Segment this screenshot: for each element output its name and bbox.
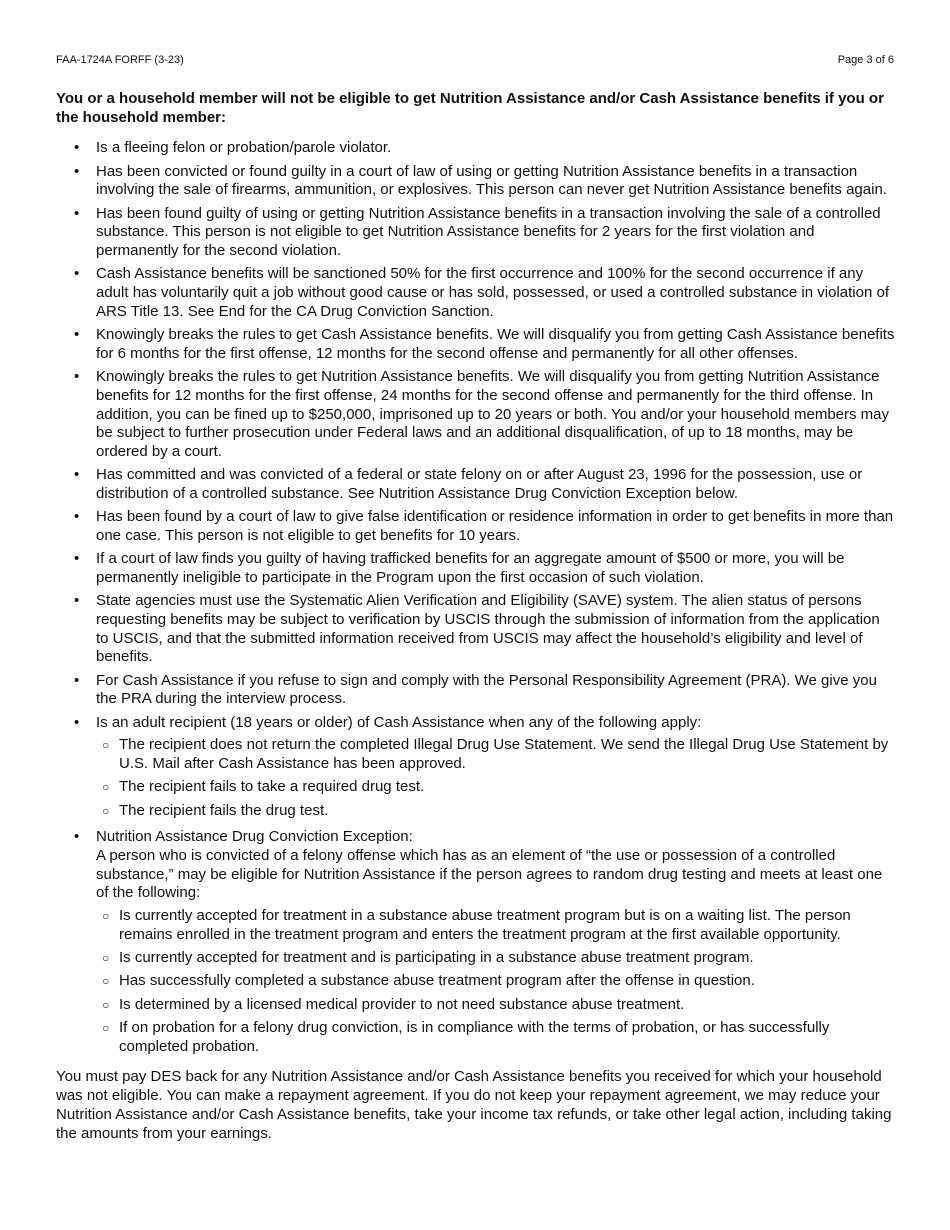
page-number: Page 3 of 6 (837, 54, 894, 66)
sub-list-item: ○ The recipient fails the drug test. (96, 802, 896, 821)
sub-list-item: ○ The recipient does not return the completed Illegal Drug Use Statement. We send the Illegal Drug Use Statement by U.S. Mail after Cash Assistance has been approved. (96, 736, 896, 773)
list-item: • Is a fleeing felon or probation/parole violator. (56, 139, 896, 158)
list-item: • Knowingly breaks the rules to get Cash Assistance benefits. We will disqualify you from getting Cash Assistance benefits for 6 months for the first offense, 12 months for the second offense and permanently for all other offenses. (56, 326, 896, 363)
list-item: • Knowingly breaks the rules to get Nutrition Assistance benefits. We will disqualify you from getting Nutrition Assistance benefits for 12 months for the first offense, 24 months for the second offense and permanently for the third offense. In addition, you can be fined up to $250,000, imprisoned up to 20 years or both. You and/or your household members may be subject to further prosecution under Federal laws and an additional disqualification, of up to 18 months, may be ordered by a court. (56, 368, 896, 462)
list-item: • If a court of law finds you guilty of having trafficked benefits for an aggregate amount of $500 or more, you will be permanently ineligible to participate in the Program upon the first occasion of such violation. (56, 550, 896, 587)
sub-list-item: ○ Has successfully completed a substance abuse treatment program after the offense in question. (96, 972, 896, 991)
list-item: • Has been found by a court of law to give false identification or residence information in order to get benefits in more than one case. This person is not eligible to get benefits for 10 years. (56, 508, 896, 545)
list-item: • State agencies must use the Systematic Alien Verification and Eligibility (SAVE) system. The alien status of persons requesting benefits may be subject to verification by USCIS through the submission of information from the application to USCIS, and that the submitted information received from USCIS may affect the household’s eligibility and level of benefits. (56, 592, 896, 667)
page-content (56, 90, 896, 1143)
sub-list-item: ○ Is currently accepted for treatment in a substance abuse treatment program but is on a waiting list. The person remains enrolled in the treatment program and enters the treatment program at the first available opportunity. (96, 907, 896, 944)
adult-recipient-text: • Is an adult recipient (18 years or older) of Cash Assistance when any of the following apply: (96, 713, 702, 731)
sub-list-item: ○ If on probation for a felony drug conviction, is in compliance with the terms of probation, or has successfully completed probation. (96, 1019, 896, 1056)
ineligibility-list (56, 139, 896, 1056)
exception-sublist (96, 907, 896, 1056)
list-item-adult-recipient (56, 714, 896, 821)
exception-text: A person who is convicted of a felony offense which has as an element of “the use or possession of a controlled substance,” may be eligible for Nutrition Assistance if the person agrees to random drug testing and meets at least one of the following: (96, 847, 883, 902)
list-item: • Has been found guilty of using or getting Nutrition Assistance benefits in a transaction involving the sale of a controlled substance. This person is not eligible to get Nutrition Assistance benefits for 2 years for the first violation and permanently for the second violation. (56, 205, 896, 261)
list-item: • Has committed and was convicted of a federal or state felony on or after August 23, 1996 for the possession, use or distribution of a controlled substance. See Nutrition Assistance Drug Conviction Exception below. (56, 466, 896, 503)
section-heading: You or a household member will not be eligible to get Nutrition Assistance and/or Cash Assistance benefits if you or the household member: (56, 90, 884, 126)
exception-title: • Nutrition Assistance Drug Conviction Exception: (96, 828, 413, 846)
adult-recipient-sublist (96, 736, 896, 820)
list-item-drug-conviction-exception (56, 828, 896, 1056)
list-item: • For Cash Assistance if you refuse to sign and comply with the Personal Responsibility Agreement (PRA). We give you the PRA during the interview process. (56, 672, 896, 709)
list-item: • Cash Assistance benefits will be sanctioned 50% for the first occurrence and 100% for the second occurrence if any adult has voluntarily quit a job without good cause or has sold, possessed, or used a controlled substance in violation of ARS Title 13. See End for the CA Drug Conviction Sanction. (56, 265, 896, 321)
form-id: FAA-1724A FORFF (3-23) (56, 54, 184, 66)
sub-list-item: ○ Is determined by a licensed medical provider to not need substance abuse treatment. (96, 996, 896, 1015)
sub-list-item: ○ The recipient fails to take a required drug test. (96, 778, 896, 797)
repayment-paragraph: You must pay DES back for any Nutrition Assistance and/or Cash Assistance benefits you received for which your household was not eligible. You can make a repayment agreement. If you do not keep your repayment agreement, we may reduce your Nutrition Assistance and/or Cash Assistance benefits, take your income tax refunds, or take other legal action, including taking the amounts from your earnings. (56, 1068, 892, 1142)
sub-list-item: ○ Is currently accepted for treatment and is participating in a substance abuse treatment program. (96, 949, 896, 968)
list-item: • Has been convicted or found guilty in a court of law of using or getting Nutrition Assistance benefits in a transaction involving the sale of firearms, ammunition, or explosives. This person can never get Nutrition Assistance benefits again. (56, 163, 896, 200)
